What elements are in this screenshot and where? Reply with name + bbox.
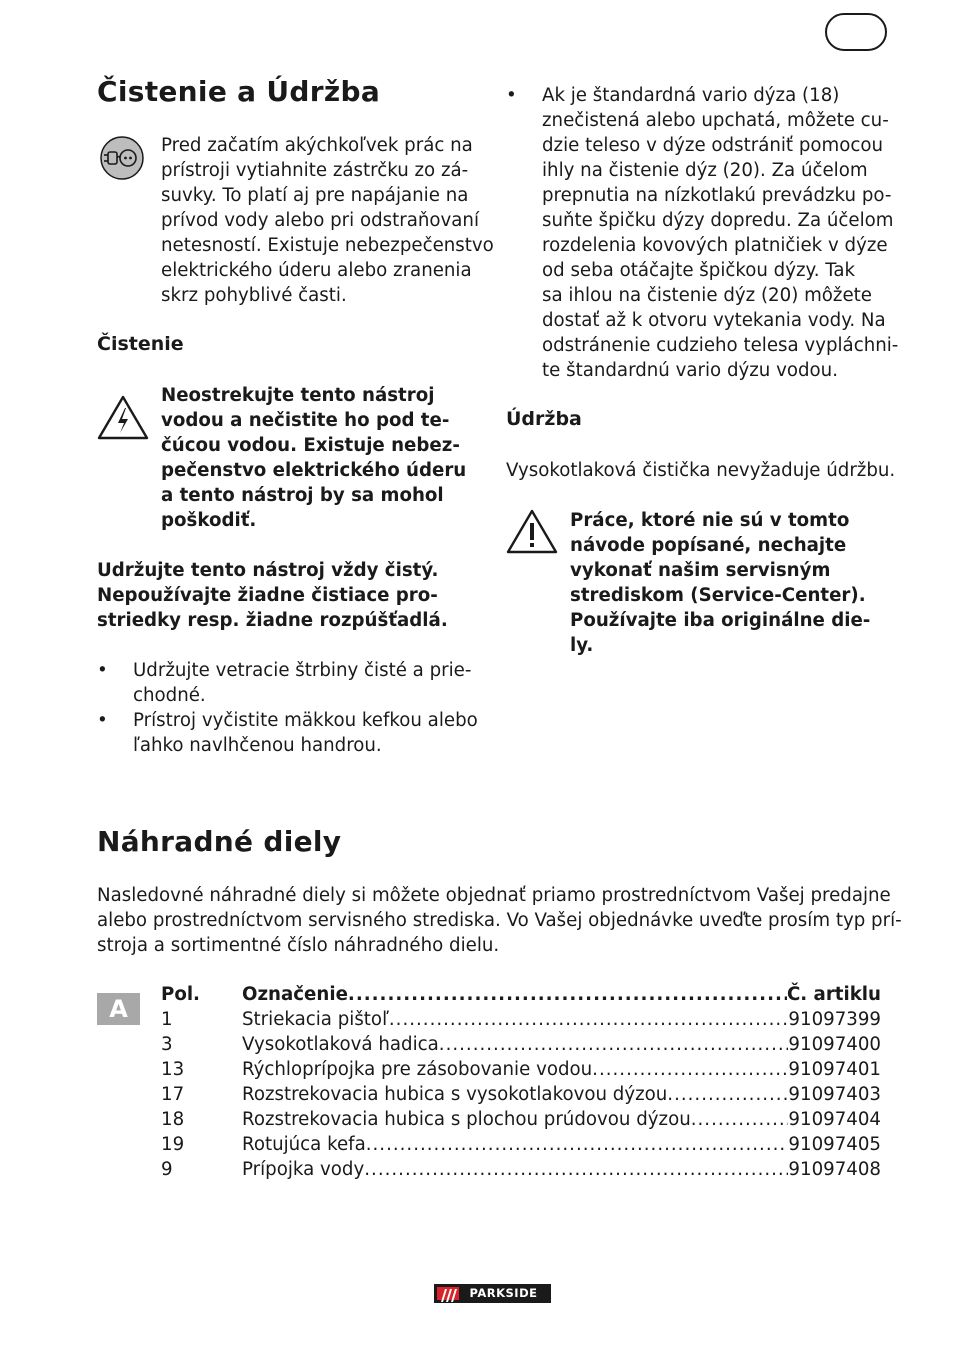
maintenance-warning-text: Práce, ktoré nie sú v tomto návode popísané, nechajte vykonať našim servisným strediskom (Service-Center). Používajte iba originálne die- ly. (570, 510, 871, 656)
dot-leader (439, 1032, 789, 1057)
part-desc: Striekacia pištoľ (242, 1009, 389, 1030)
cleaning-note-text: Udržujte tento nástroj vždy čistý. Nepoužívajte žiadne čistiace pro- striedky resp. žiadne rozpúšťadlá. (97, 560, 448, 631)
subheading-maintenance: Údržba (506, 408, 582, 430)
cleaning-warning-text: Neostrekujte tento nástroj vodou a nečistite ho pod te- čúcou vodou. Existuje nebez- pečenstvo elektrického úderu a tento nástroj by sa mohol poškodiť. (161, 385, 467, 531)
column-header-desc: Označenie (242, 984, 348, 1005)
part-art: 91097403 (788, 1084, 881, 1105)
part-art: 91097401 (788, 1059, 881, 1080)
table-row (161, 1032, 881, 1057)
part-art: 91097404 (788, 1109, 881, 1130)
column-header-pos: Pol. (161, 984, 200, 1005)
parkside-logo (434, 1284, 551, 1303)
part-pos: 1 (161, 1009, 173, 1030)
dot-leader (364, 1157, 788, 1182)
table-row (161, 1057, 881, 1082)
part-desc: Rozstrekovacia hubica s vysokotlakovou dýzou (242, 1084, 668, 1105)
electric-hazard-icon (97, 394, 149, 440)
table-header-row (161, 982, 881, 1007)
dot-leader (667, 1082, 788, 1107)
section-title-spare-parts: Náhradné diely (97, 825, 342, 858)
cleaning-intro-text: Pred začatím akýchkoľvek prác na prístroji vytiahnite zástrčku zo zá- suvky. To platí aj pre napájanie na prívod vody alebo pri odstraňovaní netesností. Existuje nebezpečenstvo elektrického úderu alebo zranenia skrz pohyblivé časti. (161, 135, 494, 306)
table-row (161, 1082, 881, 1107)
list-item: • Udržujte vetracie štrbiny čisté a prie- chodné. (97, 660, 472, 706)
part-pos: 18 (161, 1109, 185, 1130)
dot-leader (592, 1057, 788, 1082)
table-row (161, 1007, 881, 1032)
dot-leader (348, 982, 787, 1007)
section-title-cleaning-maintenance: Čistenie a Údržba (97, 75, 381, 108)
maintenance-text: Vysokotlaková čistička nevyžaduje údržbu. (506, 460, 896, 481)
cleaning-bullet-list (97, 658, 477, 758)
part-desc: Prípojka vody (242, 1159, 365, 1180)
nozzle-cleaning-bullet (506, 83, 899, 383)
part-pos: 9 (161, 1159, 173, 1180)
column-header-art: Č. artiklu (786, 984, 881, 1005)
part-desc: Rozstrekovacia hubica s plochou prúdovou dýzou (242, 1109, 691, 1130)
part-art: 91097400 (788, 1034, 881, 1055)
bullet-dot: • (506, 85, 517, 106)
part-desc: Rotujúca kefa (242, 1134, 366, 1155)
part-art: 91097408 (788, 1159, 881, 1180)
bullet-dot: • (97, 660, 108, 681)
dot-leader (389, 1007, 789, 1032)
dot-leader (366, 1132, 789, 1157)
unplug-icon (99, 135, 145, 181)
dot-leader (691, 1107, 789, 1132)
logo-stripes-icon (437, 1287, 459, 1300)
figure-label-a: A (97, 993, 140, 1025)
part-art: 91097399 (788, 1009, 881, 1030)
logo-text: PARKSIDE (459, 1287, 548, 1300)
warning-icon (506, 508, 558, 554)
part-pos: 3 (161, 1034, 173, 1055)
table-row (161, 1107, 881, 1132)
table-row (161, 1132, 881, 1157)
part-pos: 17 (161, 1084, 185, 1105)
table-row (161, 1157, 881, 1182)
list-item: • Ak je štandardná vario dýza (18) znečistená alebo upchatá, môžete cu- dzie teleso v dýze odstrániť pomocou ihly na čistenie dýz (20). Za účelom prepnutia na nízkotlakú prevádzku po- suňte špičku dýzy dopredu. Za účelom rozdelenia kovových platničiek v dýze od seba otáčajte špičkou dýzy. Tak sa ihlou na čistenie dýz (20) môžete dostať až k otvoru vytekania vody. Na odstránenie cudzieho telesa vypláchni- te štandardnú vario dýzu vodou. (506, 85, 899, 381)
bullet-dot: • (97, 710, 108, 731)
part-art: 91097405 (788, 1134, 881, 1155)
spare-parts-table (161, 982, 881, 1182)
part-pos: 13 (161, 1059, 185, 1080)
part-pos: 19 (161, 1134, 185, 1155)
language-badge (825, 13, 887, 51)
spare-parts-intro: Nasledovné náhradné diely si môžete objednať priamo prostredníctvom Vašej predajne alebo prostredníctvom servisného strediska. Vo Vašej objednávke uveďte prosím typ prí- stroja a sortimentné číslo náhradného dielu. (97, 885, 902, 956)
part-desc: Vysokotlaková hadica (242, 1034, 439, 1055)
list-item: • Prístroj vyčistite mäkkou kefkou alebo ľahko navlhčenou handrou. (97, 710, 478, 756)
subheading-cleaning: Čistenie (97, 333, 184, 355)
part-desc: Rýchloprípojka pre zásobovanie vodou (242, 1059, 593, 1080)
